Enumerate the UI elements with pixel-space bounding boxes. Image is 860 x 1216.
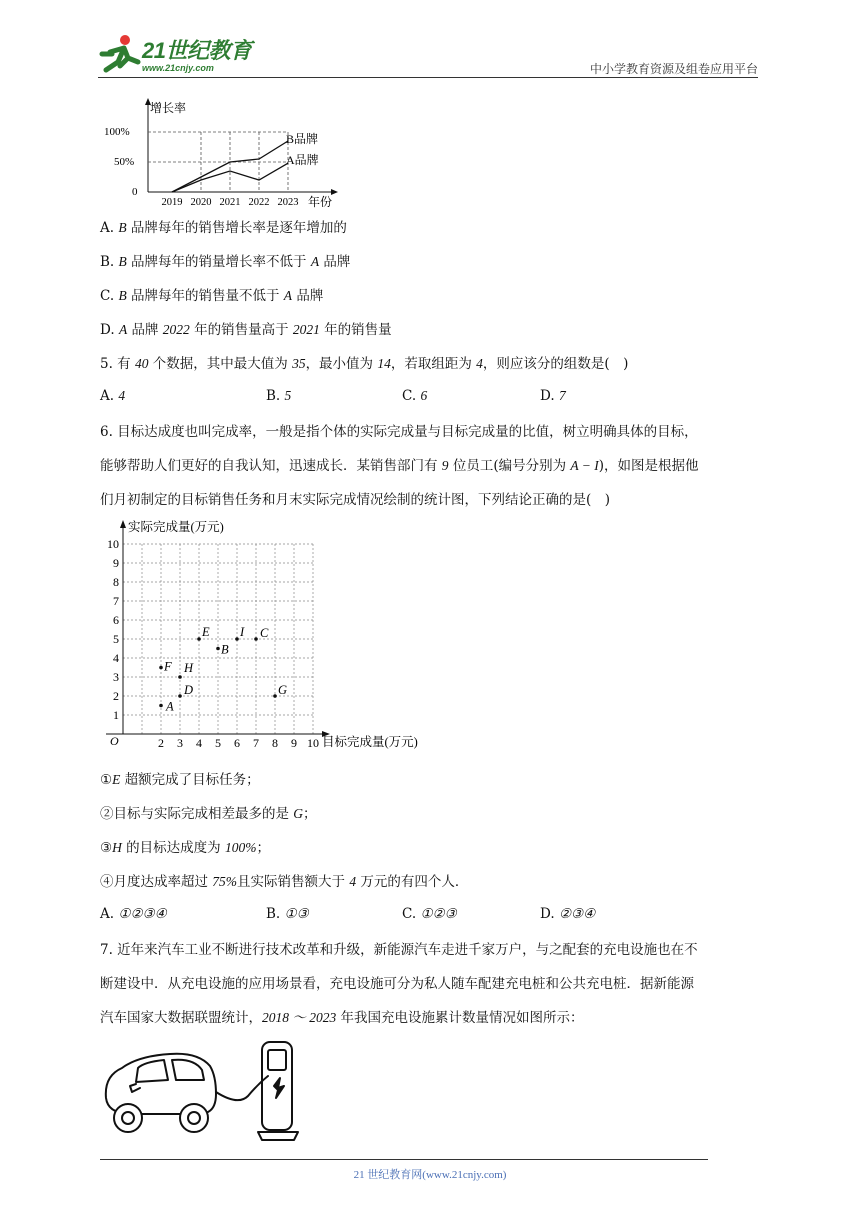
q5-option-a[interactable]: A. 4: [100, 388, 126, 404]
option-text: 年的销售量: [319, 322, 392, 338]
data-point: [216, 647, 220, 651]
data-point: [159, 666, 163, 670]
growth-rate-chart: [100, 98, 360, 210]
option-letter: C.: [100, 288, 119, 304]
option-letter: B.: [100, 254, 119, 270]
point-label: F: [164, 659, 172, 674]
point-label: H: [184, 661, 194, 675]
y-tick-label: 9: [113, 556, 119, 570]
footer-text[interactable]: 21 世纪教育网(www.21cnjy.com): [353, 1169, 507, 1181]
option-text: 年的销售量高于: [189, 322, 293, 338]
y-tick-label: 50%: [114, 156, 135, 168]
q6-statement-1: ①E 超额完成了目标任务；: [100, 772, 260, 788]
q6-stem-line2: 能够帮助人们更好的自我认知，迅速成长．某销售部门有 9 位员工(编号分别为 A − I)，如图是根据他: [100, 458, 699, 474]
q6-stem-line3: 们月初制定的目标销售任务和月末实际完成情况绘制的统计图，下列结论正确的是( ): [100, 492, 611, 508]
option-var: B: [118, 220, 127, 235]
data-points: [159, 625, 287, 714]
x-tick-label: 2019: [161, 197, 183, 208]
q4-option-b[interactable]: [100, 252, 350, 272]
x-tick-label: 5: [215, 736, 221, 750]
q6-statement-4: ④月度达成率超过 75%且实际销售额大于 4 万元的有四个人．: [100, 874, 469, 890]
y-tick-label: 2: [113, 689, 119, 703]
x-tick-label: 8: [272, 736, 278, 750]
y-tick-label: 8: [113, 575, 119, 589]
runner-icon: [98, 32, 142, 76]
option-text: 品牌每年的销售量不低于: [126, 288, 284, 304]
option-letter: D.: [100, 322, 119, 338]
y-tick-label: 4: [113, 651, 119, 665]
q5-option-c[interactable]: C. 6: [402, 388, 428, 404]
header-platform-text: 中小学教育资源及组卷应用平台: [589, 62, 758, 76]
point-label: G: [278, 683, 288, 697]
y-tick-label: 0: [132, 186, 138, 198]
q7-stem-line2: 断建设中．从充电设施的应用场景看，充电设施可分为私人随车配建充电桩和公共充电桩．据新能源: [100, 976, 694, 992]
y-axis-arrow: [120, 520, 126, 528]
sales-scatter-chart: [98, 518, 438, 754]
q6-statement-3: ③H 的目标达成度为 100%；: [100, 840, 270, 856]
x-tick-label: 6: [234, 736, 240, 750]
site-logo: [98, 32, 258, 76]
page-header: [98, 30, 758, 78]
option-var: 2021: [292, 322, 320, 337]
point-label: A: [166, 699, 174, 714]
point-label: D: [184, 683, 194, 697]
x-tick-labels: [162, 197, 299, 208]
data-point: [178, 675, 182, 679]
point-label: B: [221, 642, 229, 657]
growth-rate-chart-svg: [100, 98, 360, 210]
x-tick-label: 7: [253, 736, 259, 750]
x-tick-label: 2: [158, 736, 164, 750]
y-tick-label: 6: [113, 613, 119, 627]
y-tick-label: 100%: [104, 126, 130, 138]
option-var: A: [283, 288, 293, 303]
legend-a: A品牌: [286, 153, 319, 167]
option-text: 品牌: [292, 288, 324, 304]
data-point: [235, 637, 239, 641]
q5-stem: 5. 有 40 个数据，其中最大值为 35，最小值为 14，若取组距为 4，则应该分的组数是( ): [100, 356, 629, 372]
data-point: [273, 694, 277, 698]
point-label: I: [240, 625, 245, 639]
q6-option-d[interactable]: D. ②③④: [540, 906, 596, 922]
x-axis-arrow: [331, 189, 338, 195]
header-divider: [98, 77, 758, 78]
x-axis-label: 年份: [308, 195, 333, 209]
y-tick-label: 1: [113, 708, 119, 722]
x-tick-label: 3: [177, 736, 183, 750]
data-point: [254, 637, 258, 641]
y-axis-label: 实际完成量(万元): [128, 520, 224, 534]
option-var: A: [310, 254, 320, 269]
x-axis-label: 目标完成量(万元): [322, 735, 418, 749]
option-text: 品牌每年的销售增长率是逐年增加的: [126, 220, 347, 236]
x-tick-label: 4: [196, 736, 202, 750]
option-text: 品牌: [127, 322, 163, 338]
origin-label: O: [110, 734, 119, 748]
x-tick-label: 2023: [277, 197, 299, 208]
q4-option-c[interactable]: [100, 286, 323, 306]
x-tick-label: 2022: [248, 197, 270, 208]
y-tick-label: 7: [113, 594, 119, 608]
x-tick-label: 9: [291, 736, 297, 750]
y-tick-label: 3: [113, 670, 119, 684]
point-label: E: [202, 625, 210, 639]
x-tick-label: 10: [307, 736, 319, 750]
option-text: 品牌每年的销量增长率不低于: [126, 254, 311, 270]
x-tick-label: 2021: [219, 197, 241, 208]
point-label: C: [260, 626, 269, 640]
option-var: B: [118, 254, 127, 269]
data-point: [178, 694, 182, 698]
option-var: 2022: [162, 322, 190, 337]
option-text: 品牌: [319, 254, 351, 270]
grid-lines: [148, 132, 288, 192]
logo-text: 21世纪教育: [142, 38, 252, 63]
y-axis-label: 增长率: [150, 101, 187, 115]
q5-option-d[interactable]: D. 7: [540, 388, 566, 404]
legend-b: B品牌: [286, 132, 319, 146]
footer-divider: [100, 1159, 708, 1160]
grid-lines: [123, 544, 313, 734]
q6-option-b[interactable]: B. ①③: [266, 906, 309, 922]
q5-option-b[interactable]: B. 5: [266, 388, 292, 404]
data-point: [159, 704, 163, 708]
ev-charging-illustration: [98, 1036, 308, 1146]
q6-statement-2: ②目标与实际完成相差最多的是 G；: [100, 806, 317, 822]
data-point: [197, 637, 201, 641]
q7-stem-line1: 7. 近年来汽车工业不断进行技术改革和升级，新能源汽车走进千家万户，与之配套的充电设施也在不: [100, 942, 698, 958]
option-var: B: [118, 288, 127, 303]
q4-option-d[interactable]: [100, 320, 392, 340]
x-tick-label: 2020: [190, 197, 212, 208]
q6-stem-line1: 6. 目标达成度也叫完成率，一般是指个体的实际完成量与目标完成量的比值，树立明确具体的目标，: [100, 424, 698, 440]
q6-option-a[interactable]: A. ①②③④: [100, 906, 167, 922]
tick-labels: [107, 537, 319, 750]
option-var: A: [118, 322, 128, 337]
sales-scatter-chart-svg: [98, 518, 438, 754]
option-letter: A.: [100, 220, 119, 236]
y-tick-label: 10: [107, 537, 119, 551]
q4-option-a[interactable]: [100, 218, 347, 238]
q6-option-c[interactable]: C. ①②③: [402, 906, 457, 922]
logo-subtext: www.21cnjy.com: [142, 63, 214, 73]
electric-car-icon: [98, 1036, 308, 1146]
y-tick-label: 5: [113, 632, 119, 646]
q7-stem-line3: 汽车国家大数据联盟统计，2018 ～ 2023 年我国充电设施累计数量情况如图所示：: [100, 1010, 584, 1026]
